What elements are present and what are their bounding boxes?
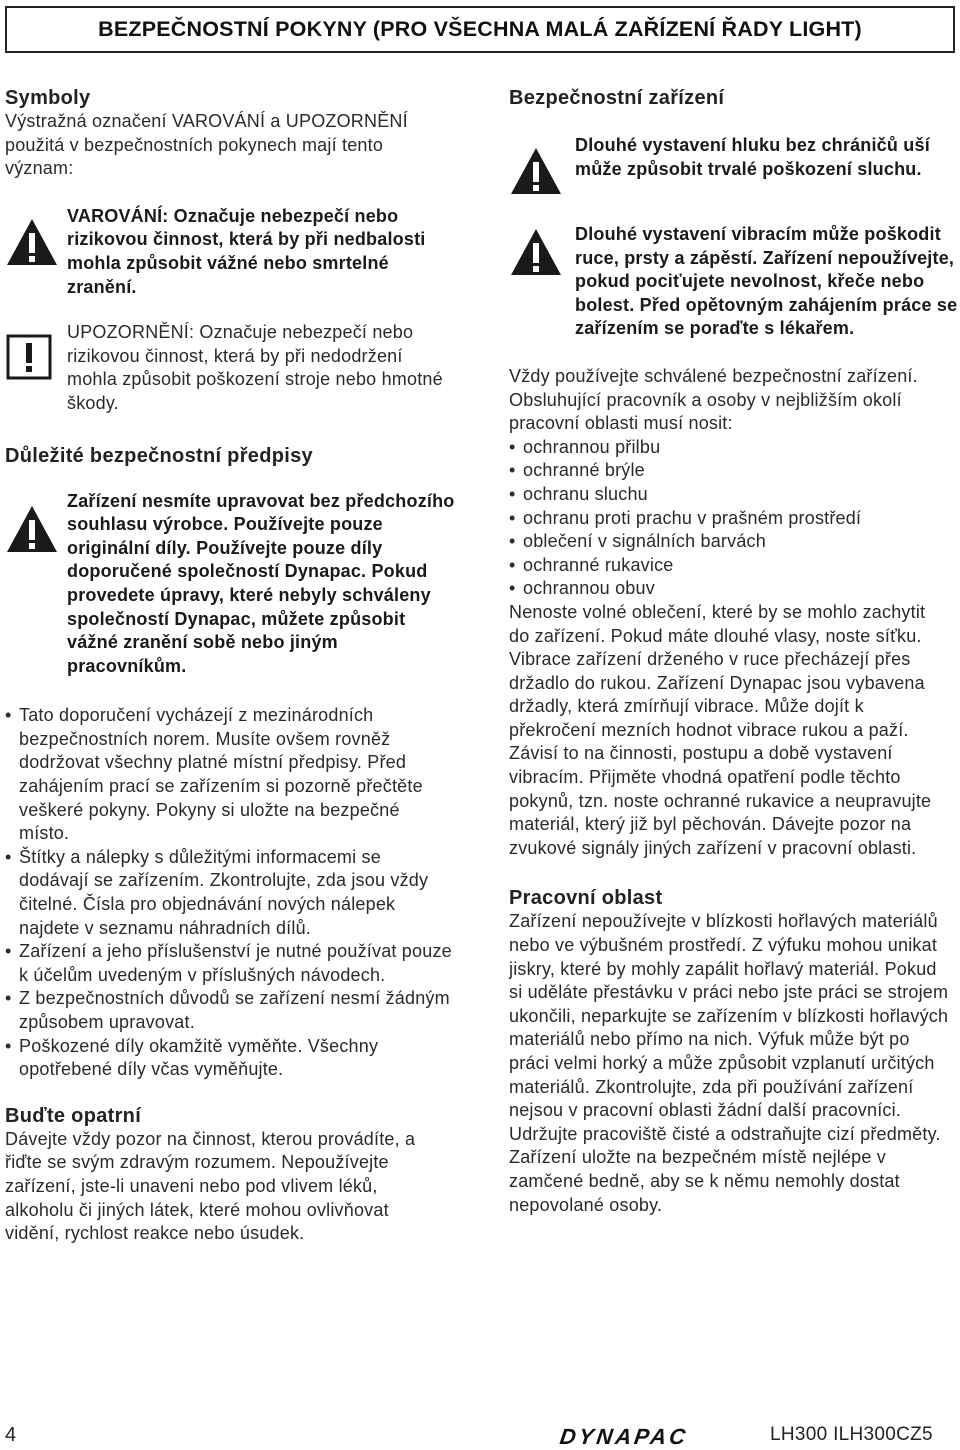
list-item: • Z bezpečnostních důvodů se zařízení nesmí žádným způsobem upravovat.: [5, 987, 455, 1034]
caution-box-icon: [5, 321, 67, 386]
list-item: • Štítky a nálepky s důležitými informacemi se dodávají se zařízením. Zkontrolujte, zda jsou vždy čitelné. Čísla pro objednávání nových nálepek najdete v seznamu náhradních dílů.: [5, 846, 455, 940]
list-item: • ochranné rukavice: [509, 554, 959, 578]
list-item: • Zařízení a jeho příslušenství je nutné používat pouze k účelům uvedeným v příslušných návodech.: [5, 940, 455, 987]
work-area-text: Zařízení nepoužívejte v blízkosti hořlavých materiálů nebo ve výbušném prostředí. Z výfuku mohou unikat jiskry, které by mohly zapálit hořlavý materiál. Pokud si uděláte přestávku v práci nebo jste práci se strojem ukončili, neparkujte se zařízením v blízkosti hořlavých materiálů nebo přímo na nich. Výfuk může být po práci velmi horký a může způsobit vzplanutí určitých materiálů. Zkontrolujte, zda při používání zařízení nejsou v pracovní oblasti žádní další pracovníci. Udržujte pracoviště čisté a odstraňujte cizí předměty. Zařízení uložte na bezpečném místě nejlépe v zamčené bedně, aby se k němu nemohly dostat nepovolané osoby.: [509, 911, 949, 1215]
symbols-heading: Symboly: [5, 87, 91, 109]
vibration-warning: [509, 223, 959, 341]
noise-warning: [509, 134, 959, 201]
vibration-warning-text: Dlouhé vystavení vibracím může poškodit ruce, prsty a zápěstí. Zařízení nepoužívejte, pokud pociťujete nevolnost, křeče nebo bolest. Před opětovným zahájením práce se zařízením se poraďte s lékařem.: [575, 224, 958, 339]
list-item: • ochranu proti prachu v prašném prostředí: [509, 507, 959, 531]
important-heading: Důležité bezpečnostní předpisy: [5, 444, 313, 467]
careful-heading: Buďte opatrní: [5, 1104, 142, 1127]
list-item: • oblečení v signálních barvách: [509, 530, 959, 554]
list-item: • ochrannou obuv: [509, 577, 959, 601]
right-column: [509, 86, 959, 1217]
equipment-intro: Vždy používejte schválené bezpečnostní zařízení. Obsluhující pracovník a osoby v nejbližším okolí pracovní oblasti musí nosit:: [509, 365, 918, 434]
warning-triangle-icon: [5, 490, 67, 559]
model-code: LH300 ILH300CZ5: [770, 1424, 933, 1445]
careful-text: Dávejte vždy pozor na činnost, kterou provádíte, a řiďte se svým zdravým rozumem. Nepoužívejte zařízení, jste-li unaveni nebo pod vlivem léků, alkoholu či jiných látek, které mohou ovlivňovat vidění, rychlost reakce nebo úsudek.: [5, 1128, 416, 1244]
symbols-intro: Výstražná označení VAROVÁNÍ a UPOZORNĚNÍ použitá v bezpečnostních pokynech mají tento význam:: [5, 111, 408, 179]
page-footer: [0, 1420, 960, 1450]
list-item: • ochranu sluchu: [509, 483, 959, 507]
list-item: • Poškozené díly okamžitě vyměňte. Všechny opotřebené díly včas vyměňujte.: [5, 1035, 455, 1082]
page-title: BEZPEČNOSTNÍ POKYNY (PRO VŠECHNA MALÁ ZAŘÍZENÍ ŘADY LIGHT): [98, 17, 862, 41]
list-item: • ochrannou přilbu: [509, 436, 959, 460]
dynapac-logo: DYNAPAC: [558, 1424, 690, 1449]
equipment-list: [509, 436, 959, 601]
important-warning: [5, 490, 455, 679]
warning-definition: VAROVÁNÍ: Označuje nebezpečí nebo rizikovou činnost, která by při nedbalosti mohla způsobit vážné nebo smrtelné zranění.: [67, 205, 426, 297]
list-item: • ochranné brýle: [509, 459, 959, 483]
page-number: 4: [5, 1424, 17, 1446]
noise-warning-text: Dlouhé vystavení hluku bez chráničů uší může způsobit trvalé poškození sluchu.: [575, 135, 930, 179]
list-item: • Tato doporučení vycházejí z mezinárodních bezpečnostních norem. Musíte ovšem rovněž dodržovat všechny platné místní předpisy. Před zahájením prací se zařízením si pozorně přečtěte veškeré pokyny. Pokyny si uložte na bezpečné místo.: [5, 704, 455, 846]
warning-notice: [5, 205, 455, 299]
work-area-heading: Pracovní oblast: [509, 887, 663, 910]
caution-notice: [5, 321, 455, 415]
caution-definition: UPOZORNĚNÍ: Označuje nebezpečí nebo rizikovou činnost, která by při nedodržení mohla způsobit poškození stroje nebo hmotné škody.: [67, 322, 443, 413]
warning-triangle-icon: [5, 205, 67, 272]
page-title-box: [5, 6, 955, 53]
left-column: [5, 86, 455, 1246]
warning-triangle-icon: [509, 223, 575, 282]
equipment-heading: Bezpečnostní zařízení: [509, 87, 725, 109]
equipment-text: Nenoste volné oblečení, které by se mohlo zachytit do zařízení. Pokud máte dlouhé vlasy, noste síťku. Vibrace zařízení drženého v ruce přecházejí přes držadlo do rukou. Zařízení Dynapac jsou vybavena držadly, která zmírňují vibrace. Může dojít k překročení mezních hodnot vibrace rukou a paží. Závisí to na činnosti, postupu a době vystavení vibracím. Přijměte vhodná opatření podle těchto pokynů, tzn. noste ochranné rukavice a neupravujte materiál, který již byl pěchován. Dávejte pozor na zvukové signály jiných zařízení v pracovní oblasti.: [509, 601, 932, 858]
warning-triangle-icon: [509, 134, 575, 201]
important-bullets: [5, 704, 455, 1082]
important-warning-text: Zařízení nesmíte upravovat bez předchozího souhlasu výrobce. Používejte pouze originální díly. Používejte pouze díly doporučené společností Dynapac. Pokud provedete úpravy, které nebyly schváleny společností Dynapac, můžete způsobit vážné zranění sobě nebo jiným pracovníkům.: [67, 490, 455, 676]
